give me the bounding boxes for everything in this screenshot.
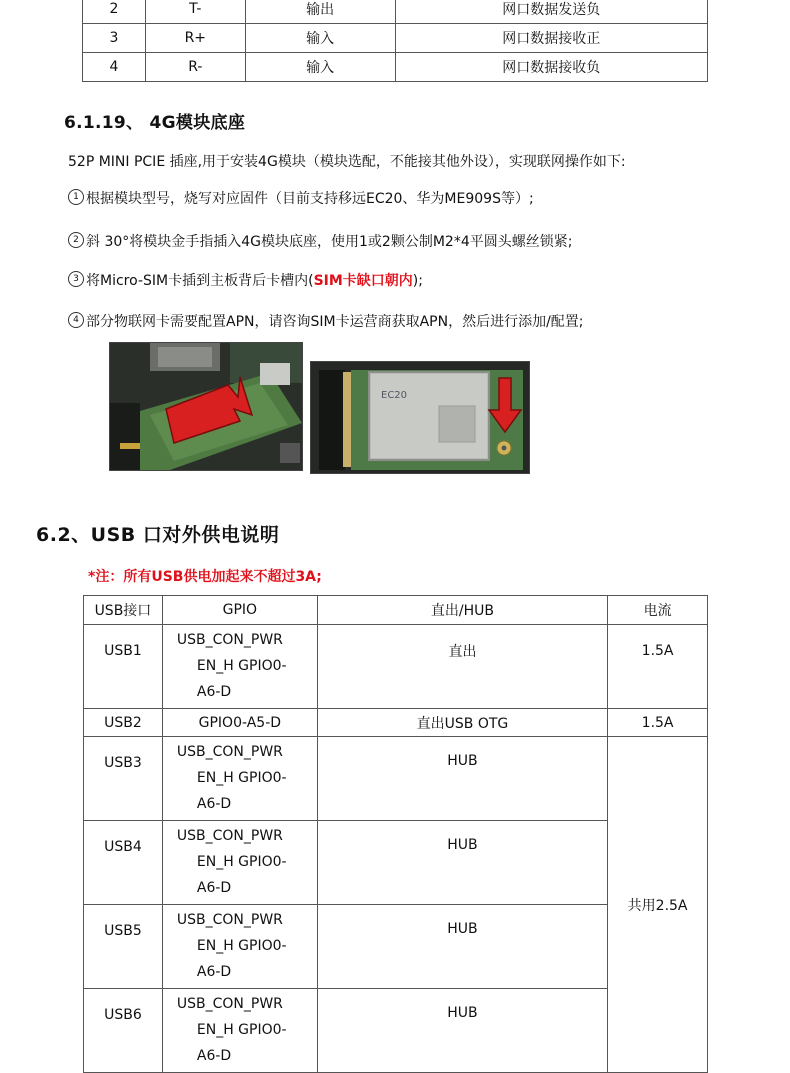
usb-shared-current: 共用2.5A xyxy=(608,737,708,1073)
table-row xyxy=(83,24,708,53)
col-header-mode: 直出/HUB xyxy=(317,596,607,625)
pin-direction: 输入 xyxy=(245,53,395,82)
usb-port: USB4 xyxy=(84,821,163,905)
gpio-line-2: EN_H GPIO0- xyxy=(196,770,287,786)
usb-port: USB5 xyxy=(84,905,163,989)
usb-gpio xyxy=(162,737,317,821)
usb-current: 1.5A xyxy=(608,709,708,737)
section-heading-usb: 6.2、USB 口对外供电说明 xyxy=(36,524,280,546)
section-heading-4g: 6.1.19、 4G模块底座 xyxy=(64,113,246,133)
pin-number: 4 xyxy=(83,53,146,82)
usb-power-table xyxy=(83,595,708,1073)
gpio-line-2: EN_H GPIO0- xyxy=(196,658,287,674)
table-row xyxy=(84,737,708,821)
gpio-line-2: EN_H GPIO0- xyxy=(196,938,287,954)
step-3 xyxy=(68,270,423,290)
gpio-line-2: EN_H GPIO0- xyxy=(196,854,287,870)
usb-gpio xyxy=(162,989,317,1073)
col-header-current: 电流 xyxy=(608,596,708,625)
step-text: 将Micro-SIM卡插到主板背后卡槽内( xyxy=(86,273,314,289)
gpio-line-1: USB_CON_PWR xyxy=(176,744,283,760)
gpio-line-3: A6-D xyxy=(196,1048,232,1064)
pin-description: 网口数据发送负 xyxy=(395,0,708,24)
usb-power-note: *注：所有USB供电加起来不超过3A; xyxy=(88,569,322,585)
intro-paragraph: 52P MINI PCIE 插座,用于安装4G模块（模块选配，不能接其他外设），实现联网操作如下: xyxy=(68,154,626,170)
module-fastened-photo xyxy=(310,361,530,474)
table-row xyxy=(84,625,708,709)
usb-port: USB2 xyxy=(84,709,163,737)
gpio-line-1: USB_CON_PWR xyxy=(176,828,283,844)
usb-mode: HUB xyxy=(317,905,607,989)
usb-current: 1.5A xyxy=(608,625,708,709)
gpio-line-3: A6-D xyxy=(196,796,232,812)
module-insertion-illustration xyxy=(110,343,302,470)
col-header-port: USB接口 xyxy=(84,596,163,625)
gpio-line-2: EN_H GPIO0- xyxy=(196,1022,287,1038)
gpio-line-3: A6-D xyxy=(196,684,232,700)
table-row xyxy=(83,53,708,82)
gpio-line-1: USB_CON_PWR xyxy=(176,632,283,648)
usb-mode: HUB xyxy=(317,989,607,1073)
gpio-line-3: A6-D xyxy=(196,964,232,980)
ethernet-pin-table xyxy=(82,0,708,82)
pin-description: 网口数据接收负 xyxy=(395,53,708,82)
step-number: 2 xyxy=(68,232,84,248)
pin-description: 网口数据接收正 xyxy=(395,24,708,53)
pin-direction: 输出 xyxy=(245,0,395,24)
step-number: 1 xyxy=(68,189,84,205)
module-label: EC20 xyxy=(381,390,408,401)
step-text: 根据模块型号，烧写对应固件（目前支持移远EC20、华为ME909S等）; xyxy=(86,191,534,207)
usb-mode: HUB xyxy=(317,737,607,821)
pin-direction: 输入 xyxy=(245,24,395,53)
usb-gpio: GPIO0-A5-D xyxy=(162,709,317,737)
col-header-gpio: GPIO xyxy=(162,596,317,625)
usb-port: USB3 xyxy=(84,737,163,821)
gpio-line-1: USB_CON_PWR xyxy=(176,912,283,928)
usb-mode: HUB xyxy=(317,821,607,905)
table-header-row xyxy=(84,596,708,625)
pin-signal: R- xyxy=(145,53,245,82)
pin-number: 2 xyxy=(83,0,146,24)
step-text-end: ); xyxy=(412,273,423,289)
step-text: 部分物联网卡需要配置APN，请咨询SIM卡运营商获取APN，然后进行添加/配置; xyxy=(86,314,584,330)
table-row xyxy=(84,709,708,737)
step-number: 3 xyxy=(68,271,84,287)
usb-port: USB1 xyxy=(84,625,163,709)
usb-gpio xyxy=(162,625,317,709)
pin-number: 3 xyxy=(83,24,146,53)
step-2 xyxy=(68,231,572,251)
module-insertion-photo xyxy=(109,342,303,471)
step-1 xyxy=(68,188,534,208)
gpio-line-3: A6-D xyxy=(196,880,232,896)
usb-mode: 直出 xyxy=(317,625,607,709)
usb-gpio xyxy=(162,821,317,905)
usb-gpio xyxy=(162,905,317,989)
table-row xyxy=(83,0,708,24)
module-fastened-illustration xyxy=(311,362,529,473)
step-text: 斜 30°将模块金手指插入4G模块底座，使用1或2颗公制M2*4平圆头螺丝锁紧; xyxy=(86,234,573,250)
gpio-line-1: USB_CON_PWR xyxy=(176,996,283,1012)
sim-notch-warning: SIM卡缺口朝内 xyxy=(313,273,413,289)
pin-signal: R+ xyxy=(145,24,245,53)
usb-mode: 直出USB OTG xyxy=(317,709,607,737)
pin-signal: T- xyxy=(145,0,245,24)
usb-port: USB6 xyxy=(84,989,163,1073)
step-number: 4 xyxy=(68,312,84,328)
step-4 xyxy=(68,311,584,331)
